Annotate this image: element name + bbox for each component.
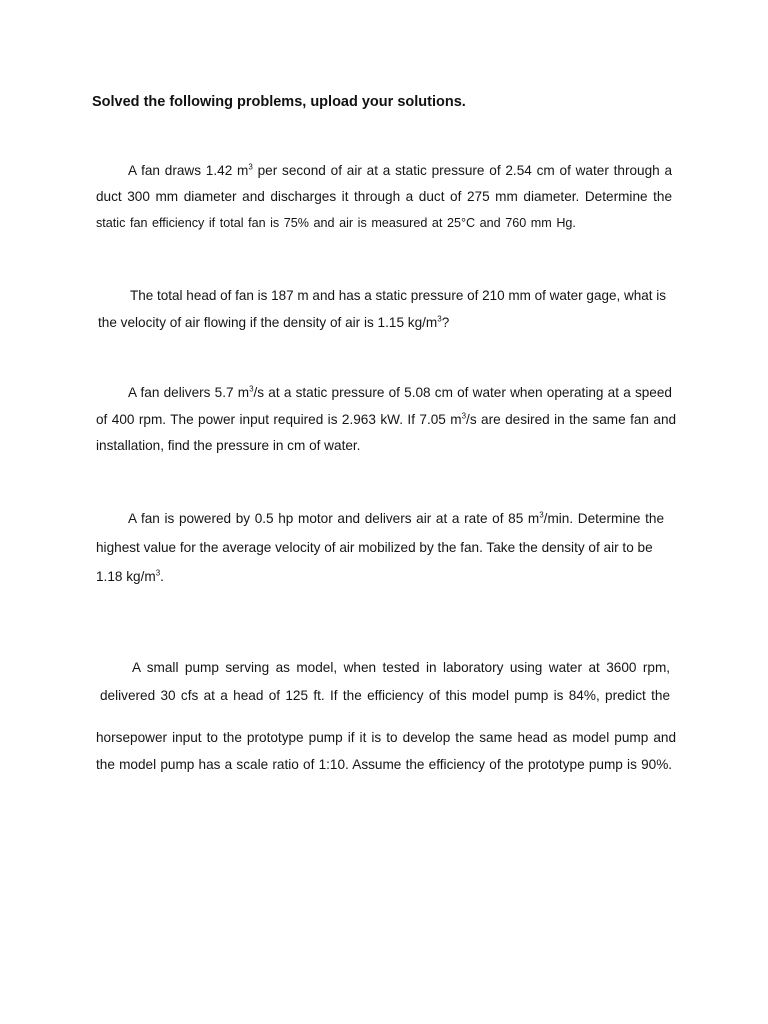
superscript: 3 [248, 162, 253, 172]
problem-1-line-3: static fan efficiency if total fan is 75% and air is measured at 25°C and 760 mm Hg. [96, 216, 576, 230]
problem-4-line-3: 1.18 $kg/m^3$. [96, 568, 164, 584]
problem-1-line-1: A fan draws 1.42 $m^3$ per second of air at a static pressure of 2.54 cm of water through a [128, 162, 673, 178]
problem-3-line-2: of 400 rpm. The power input required is 2.963 kW. If 7.05 $m^3/s$ are desired in the same fan and [96, 411, 677, 427]
document-heading: Solved the following problems, upload your solutions. [92, 94, 466, 110]
problem-4-line-2: highest value for the average velocity of air mobilized by the fan. Take the density of air to be [96, 540, 653, 555]
superscript: 3 [155, 568, 161, 578]
problem-5-line-2: delivered 30 cfs at a head of 125 ft. If the efficiency of this model pump is 84%, predict the [100, 688, 671, 703]
problem-3-line-1: A fan delivers 5.7 $m^3/s$ at a static pressure of 5.08 cm of water when operating at a speed [128, 384, 672, 400]
superscript: 3 [461, 411, 467, 421]
superscript: 3 [539, 510, 544, 520]
superscript: 3 [437, 314, 442, 324]
problem-3-line-3: installation, find the pressure in cm of water. [96, 438, 361, 453]
superscript: 3 [249, 384, 254, 394]
problem-5-line-1: A small pump serving as model, when tested in laboratory using water at 3600 rpm, [132, 660, 671, 675]
problem-2-line-2: the velocity of air flowing if the density of air is 1.15 $kg/m^3$? [98, 314, 450, 330]
problem-4-line-1: A fan is powered by 0.5 hp motor and delivers air at a rate of 85 $m^3/\min$. Determine the [128, 510, 665, 526]
problem-2-line-1: The total head of fan is 187 m and has a static pressure of 210 mm of water gage, what is [130, 288, 667, 303]
problem-1-line-2: duct 300 mm diameter and discharges it through a duct of 275 mm diameter. Determine the [96, 189, 673, 204]
problem-5-line-3: horsepower input to the prototype pump if it is to develop the same head as model pump and [96, 730, 677, 745]
problem-5-line-4: the model pump has a scale ratio of 1:10. Assume the efficiency of the prototype pump is 90%. [96, 757, 673, 772]
